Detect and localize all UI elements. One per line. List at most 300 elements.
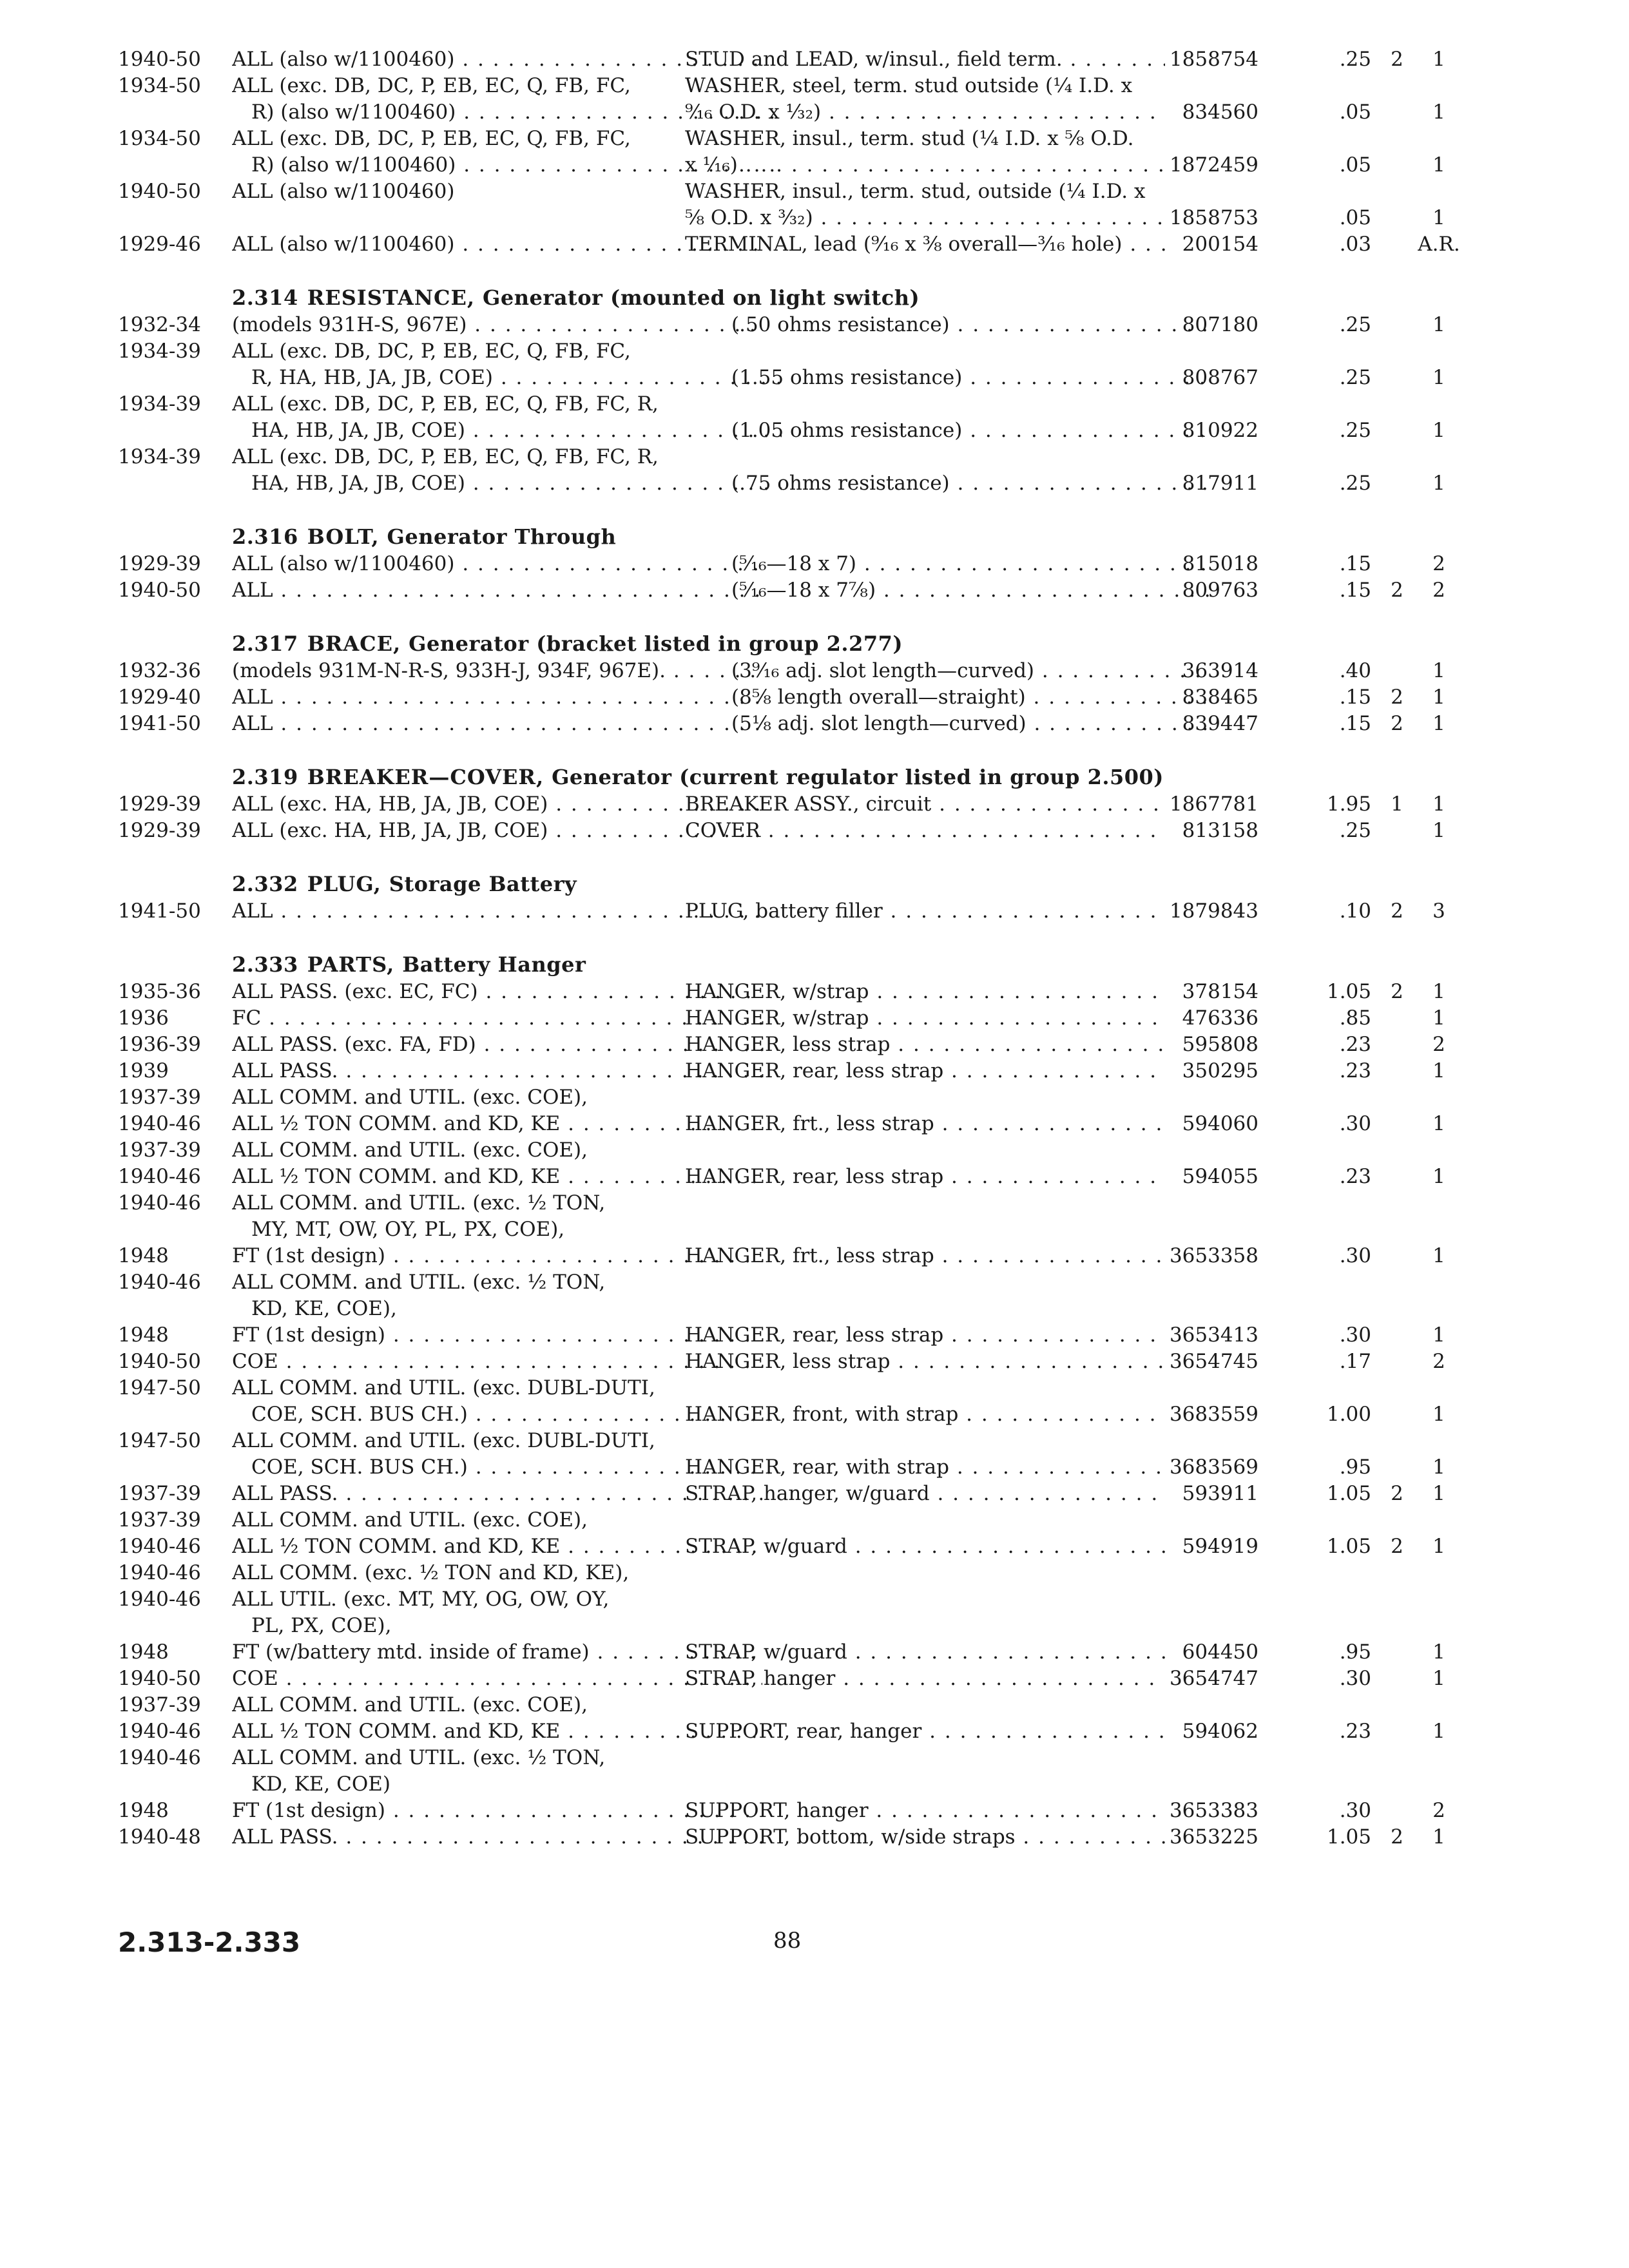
year-range: 1934-39	[118, 392, 201, 416]
model-applicability: ALL ½ TON COMM. and KD, KE . . .	[232, 1111, 762, 1137]
year-range: 1940-50	[118, 1350, 201, 1373]
quantity: 1	[1432, 313, 1445, 336]
catalog-row	[118, 178, 1471, 205]
part-description: HANGER, less strap . . .	[685, 1032, 1165, 1058]
part-number: 838465	[1182, 686, 1258, 709]
sub-group: 2	[1391, 686, 1403, 709]
part-number: 593911	[1182, 1482, 1258, 1505]
sub-group: 2	[1391, 1535, 1403, 1558]
part-description: WASHER, insul., term. stud, outside (¼ I.D. x	[685, 180, 1146, 203]
quantity: 1	[1432, 1456, 1445, 1479]
year-range: 1948	[118, 1323, 169, 1347]
catalog-row	[118, 1824, 1471, 1850]
model-applicability: PL, PX, COE),	[251, 1614, 392, 1637]
model-applicability: ALL . . .	[232, 684, 762, 711]
group-title: BREAKER—COVER,	[307, 765, 545, 789]
catalog-row	[118, 1322, 1471, 1349]
part-description: (1.05 ohms resistance) . . .	[685, 418, 1211, 444]
year-range: 1934-50	[118, 127, 201, 150]
quantity: 1	[1432, 419, 1445, 442]
part-description: HANGER, frt., less strap . . .	[685, 1111, 1165, 1137]
year-range: 1929-46	[118, 233, 201, 256]
price: .25	[1339, 419, 1371, 442]
catalog-row	[118, 711, 1471, 737]
part-number: 1858754	[1169, 48, 1258, 71]
part-description: HANGER, rear, with strap . . .	[685, 1454, 1165, 1481]
group-header	[118, 871, 1471, 898]
quantity: 1	[1432, 793, 1445, 816]
group-header	[118, 952, 1471, 979]
model-applicability: ALL (also w/1100460)	[232, 180, 455, 203]
catalog-row	[118, 99, 1471, 126]
catalog-row	[118, 1111, 1471, 1137]
catalog-row	[118, 152, 1471, 178]
year-range: 1940-46	[118, 1561, 201, 1584]
part-number: 3653383	[1169, 1799, 1258, 1822]
part-description: HANGER, front, with strap . . .	[685, 1401, 1165, 1428]
part-number: 476336	[1182, 1006, 1258, 1030]
part-description: SUPPORT, rear, hanger . . .	[685, 1718, 1165, 1745]
year-range: 1929-39	[118, 793, 201, 816]
year-range: 1937-39	[118, 1139, 201, 1162]
model-applicability: ALL PASS. (exc. FA, FD) . . .	[232, 1032, 762, 1058]
quantity: 1	[1432, 1825, 1445, 1849]
sub-group: 2	[1391, 579, 1403, 602]
section-range: 2.313-2.333	[118, 1927, 301, 1958]
group-subtitle: Generator (bracket listed in group 2.277)	[409, 631, 903, 656]
catalog-row	[118, 1243, 1471, 1269]
model-applicability: ALL PASS. (exc. EC, FC) . . .	[232, 979, 762, 1005]
year-range: 1940-46	[118, 1191, 201, 1215]
year-range: 1940-46	[118, 1112, 201, 1135]
model-applicability: ALL (exc. DB, DC, P, EB, EC, Q, FB, FC,	[232, 127, 631, 150]
quantity: 1	[1432, 1667, 1445, 1690]
price: 1.05	[1326, 1535, 1371, 1558]
model-applicability: COE . . .	[232, 1349, 762, 1375]
part-description: COVER . . .	[685, 818, 1165, 844]
part-description: (.75 ohms resistance) . . .	[685, 470, 1211, 497]
year-range: 1947-50	[118, 1376, 201, 1399]
catalog-row	[118, 46, 1471, 73]
price: .25	[1339, 472, 1371, 495]
model-applicability: ALL (also w/1100460) . . .	[232, 551, 762, 577]
model-applicability: ALL . . .	[232, 577, 762, 604]
part-number: 594055	[1182, 1165, 1258, 1188]
model-applicability: HA, HB, JA, JB, COE) . . .	[232, 470, 782, 497]
group-number: 2.319	[232, 765, 298, 789]
catalog-row	[118, 205, 1471, 231]
year-range: 1940-46	[118, 1271, 201, 1294]
part-description: HANGER, rear, less strap . . .	[685, 1322, 1165, 1349]
part-number: 834560	[1182, 101, 1258, 124]
catalog-row	[118, 231, 1471, 258]
model-applicability: ALL . . .	[232, 898, 762, 925]
part-description: HANGER, w/strap . . .	[685, 979, 1165, 1005]
year-range: 1929-39	[118, 819, 201, 842]
year-range: 1934-50	[118, 74, 201, 97]
model-applicability: ALL PASS. . . .	[232, 1824, 762, 1850]
catalog-row	[118, 551, 1471, 577]
quantity: 2	[1432, 1033, 1445, 1056]
quantity: 1	[1432, 1535, 1445, 1558]
catalog-row	[118, 1745, 1471, 1771]
price: .15	[1339, 552, 1371, 575]
catalog-row	[118, 444, 1471, 470]
quantity: 1	[1432, 686, 1445, 709]
model-applicability: ALL COMM. and UTIL. (exc. DUBL-DUTI,	[232, 1429, 655, 1452]
quantity: 1	[1432, 1720, 1445, 1743]
model-applicability: FT (w/battery mtd. inside of frame) . . .	[232, 1639, 762, 1666]
part-number: 3683559	[1169, 1403, 1258, 1426]
catalog-row	[118, 979, 1471, 1005]
catalog-row	[118, 684, 1471, 711]
year-range: 1948	[118, 1799, 169, 1822]
catalog-row	[118, 1084, 1471, 1111]
group-subtitle: Storage Battery	[389, 872, 577, 896]
quantity: 1	[1432, 1059, 1445, 1082]
price: .25	[1339, 313, 1371, 336]
model-applicability: FT (1st design) . . .	[232, 1243, 762, 1269]
part-description: STRAP, w/guard . . .	[685, 1639, 1165, 1666]
price: .10	[1339, 899, 1371, 923]
year-range: 1948	[118, 1244, 169, 1267]
year-range: 1929-39	[118, 552, 201, 575]
year-range: 1940-50	[118, 1667, 201, 1690]
part-description: ⁹⁄₁₆ O.D. x ¹⁄₃₂) . . .	[685, 99, 1165, 126]
part-number: 808767	[1182, 366, 1258, 389]
part-number: 378154	[1182, 980, 1258, 1003]
catalog-row	[118, 898, 1471, 925]
group-title: RESISTANCE,	[307, 285, 476, 310]
part-description: STRAP, w/guard . . .	[685, 1533, 1165, 1560]
model-applicability: ALL ½ TON COMM. and KD, KE . . .	[232, 1533, 762, 1560]
part-description: (5⅛ adj. slot length—curved) . . .	[685, 711, 1211, 737]
model-applicability: COE . . .	[232, 1666, 762, 1692]
model-applicability: ALL (exc. DB, DC, P, EB, EC, Q, FB, FC, R,	[232, 392, 659, 416]
catalog-row	[118, 1613, 1471, 1639]
model-applicability: ALL (also w/1100460) . . .	[232, 231, 762, 258]
catalog-row	[118, 1164, 1471, 1190]
quantity: 1	[1432, 1006, 1445, 1030]
sub-group: 2	[1391, 712, 1403, 735]
price: .15	[1339, 686, 1371, 709]
catalog-row	[118, 1296, 1471, 1322]
model-applicability: ALL (exc. DB, DC, P, EB, EC, Q, FB, FC,	[232, 340, 631, 363]
catalog-row	[118, 1639, 1471, 1666]
year-range: 1940-46	[118, 1165, 201, 1188]
quantity: 1	[1432, 980, 1445, 1003]
year-range: 1940-46	[118, 1746, 201, 1769]
part-description: (3⁹⁄₁₆ adj. slot length—curved) . . .	[685, 658, 1211, 684]
model-applicability: ALL PASS. . . .	[232, 1481, 762, 1507]
year-range: 1948	[118, 1640, 169, 1664]
price: .15	[1339, 712, 1371, 735]
sub-group: 2	[1391, 48, 1403, 71]
catalog-row	[118, 1454, 1471, 1481]
quantity: 1	[1432, 659, 1445, 682]
catalog-row	[118, 1401, 1471, 1428]
year-range: 1941-50	[118, 899, 201, 923]
part-description: (.50 ohms resistance) . . .	[685, 312, 1211, 338]
part-number: 3654747	[1169, 1667, 1258, 1690]
part-number: 817911	[1182, 472, 1258, 495]
quantity: 1	[1432, 1482, 1445, 1505]
quantity: 1	[1432, 1112, 1445, 1135]
year-range: 1937-39	[118, 1693, 201, 1716]
part-description: HANGER, less strap . . .	[685, 1349, 1165, 1375]
group-subtitle: Generator (mounted on light switch)	[483, 285, 920, 310]
part-number: 594060	[1182, 1112, 1258, 1135]
quantity: 2	[1432, 1799, 1445, 1822]
part-number: 3653413	[1169, 1323, 1258, 1347]
page-number: 88	[773, 1928, 802, 1954]
group-number: 2.332	[232, 872, 298, 896]
model-applicability: ALL ½ TON COMM. and KD, KE . . .	[232, 1718, 762, 1745]
price: 1.05	[1326, 1825, 1371, 1849]
price: 1.05	[1326, 1482, 1371, 1505]
part-number: 3654745	[1169, 1350, 1258, 1373]
catalog-row	[118, 73, 1471, 99]
part-description: HANGER, rear, less strap . . .	[685, 1058, 1165, 1084]
part-description: (8⅝ length overall—straight) . . .	[685, 684, 1211, 711]
quantity: 1	[1432, 1165, 1445, 1188]
model-applicability: ALL (exc. HA, HB, JA, JB, COE) . . .	[232, 791, 762, 818]
price: .25	[1339, 819, 1371, 842]
group-title: BOLT,	[307, 524, 380, 549]
model-applicability: ALL COMM. and UTIL. (exc. COE),	[232, 1086, 588, 1109]
year-range: 1940-46	[118, 1720, 201, 1743]
year-range: 1941-50	[118, 712, 201, 735]
catalog-row	[118, 577, 1471, 604]
entries	[118, 46, 1471, 1850]
part-description: STRAP, hanger . . .	[685, 1666, 1165, 1692]
model-applicability: MY, MT, OW, OY, PL, PX, COE),	[251, 1218, 565, 1241]
model-applicability: ALL COMM. and UTIL. (exc. COE),	[232, 1508, 588, 1532]
year-range: 1940-46	[118, 1535, 201, 1558]
year-range: 1929-40	[118, 686, 201, 709]
group-subtitle: Generator (current regulator listed in group 2.500)	[552, 765, 1164, 789]
group-title: BRACE,	[307, 631, 401, 656]
model-applicability: ALL COMM. and UTIL. (exc. COE),	[232, 1693, 588, 1716]
catalog-row	[118, 365, 1471, 391]
year-range: 1934-39	[118, 340, 201, 363]
catalog-row	[118, 1481, 1471, 1507]
model-applicability: (models 931H-S, 967E) . . .	[232, 312, 762, 338]
quantity: 1	[1432, 48, 1445, 71]
part-description: TERMINAL, lead (⁹⁄₁₆ x ⅜ overall—³⁄₁₆ hole) . . .	[685, 231, 1165, 258]
part-description: SUPPORT, hanger . . .	[685, 1798, 1165, 1824]
part-description: HANGER, rear, less strap . . .	[685, 1164, 1165, 1190]
price: .05	[1339, 101, 1371, 124]
price: .40	[1339, 659, 1371, 682]
price: .95	[1339, 1456, 1371, 1479]
model-applicability: COE, SCH. BUS CH.) . . .	[232, 1401, 782, 1428]
model-applicability: FC . . .	[232, 1005, 762, 1032]
sub-group: 2	[1391, 1482, 1403, 1505]
year-range: 1940-46	[118, 1588, 201, 1611]
part-description: x ¹⁄₁₆) . . .	[685, 152, 1165, 178]
part-number: 3653358	[1169, 1244, 1258, 1267]
quantity: A.R.	[1418, 233, 1460, 256]
group-subtitle: Battery Hanger	[402, 952, 586, 977]
quantity: 1	[1432, 1244, 1445, 1267]
catalog-row	[118, 1190, 1471, 1216]
quantity: 1	[1432, 819, 1445, 842]
price: .17	[1339, 1350, 1371, 1373]
price: .30	[1339, 1244, 1371, 1267]
year-range: 1937-39	[118, 1086, 201, 1109]
part-description: (⁵⁄₁₆—18 x 7) . . .	[685, 551, 1211, 577]
model-applicability: FT (1st design) . . .	[232, 1798, 762, 1824]
part-description: WASHER, steel, term. stud outside (¼ I.D. x	[685, 74, 1133, 97]
catalog-row	[118, 1032, 1471, 1058]
model-applicability: (models 931M-N-R-S, 933H-J, 934F, 967E). . . .	[232, 658, 762, 684]
model-applicability: ALL . . .	[232, 711, 762, 737]
part-number: 810922	[1182, 419, 1258, 442]
price: .30	[1339, 1799, 1371, 1822]
price: .23	[1339, 1165, 1371, 1188]
part-number: 839447	[1182, 712, 1258, 735]
catalog-row	[118, 1005, 1471, 1032]
part-number: 815018	[1182, 552, 1258, 575]
price: .85	[1339, 1006, 1371, 1030]
quantity: 3	[1432, 899, 1445, 923]
model-applicability: FT (1st design) . . .	[232, 1322, 762, 1349]
catalog-row	[118, 658, 1471, 684]
model-applicability: ALL (exc. DB, DC, P, EB, EC, Q, FB, FC, R,	[232, 445, 659, 468]
catalog-row	[118, 1666, 1471, 1692]
group-title: PLUG,	[307, 872, 381, 896]
catalog-row	[118, 470, 1471, 497]
part-number: 3653225	[1169, 1825, 1258, 1849]
quantity: 2	[1432, 579, 1445, 602]
group-subtitle: Generator Through	[387, 524, 617, 549]
part-number: 200154	[1182, 233, 1258, 256]
year-range: 1937-39	[118, 1508, 201, 1532]
year-range: 1940-50	[118, 180, 201, 203]
catalog-row	[118, 126, 1471, 152]
price: 1.05	[1326, 980, 1371, 1003]
catalog-row	[118, 418, 1471, 444]
year-range: 1936	[118, 1006, 169, 1030]
quantity: 2	[1432, 1350, 1445, 1373]
catalog-row	[118, 1137, 1471, 1164]
year-range: 1940-48	[118, 1825, 201, 1849]
price: .23	[1339, 1720, 1371, 1743]
year-range: 1935-36	[118, 980, 201, 1003]
catalog-row	[118, 338, 1471, 365]
catalog-row	[118, 1771, 1471, 1798]
price: 1.00	[1326, 1403, 1371, 1426]
quantity: 1	[1432, 472, 1445, 495]
sub-group: 1	[1391, 793, 1403, 816]
part-description: HANGER, w/strap . . .	[685, 1005, 1165, 1032]
part-description: STUD and LEAD, w/insul., field term. . . .	[685, 46, 1165, 73]
catalog-row	[118, 1586, 1471, 1613]
year-range: 1937-39	[118, 1482, 201, 1505]
model-applicability: ALL (exc. DB, DC, P, EB, EC, Q, FB, FC,	[232, 74, 631, 97]
quantity: 1	[1432, 1640, 1445, 1664]
price: .25	[1339, 366, 1371, 389]
catalog-row	[118, 1692, 1471, 1718]
quantity: 1	[1432, 1323, 1445, 1347]
catalog-row	[118, 1533, 1471, 1560]
catalog-row	[118, 1375, 1471, 1401]
quantity: 1	[1432, 101, 1445, 124]
model-applicability: ALL COMM. (exc. ½ TON and KD, KE),	[232, 1561, 630, 1584]
model-applicability: ALL PASS. . . .	[232, 1058, 762, 1084]
price: .30	[1339, 1112, 1371, 1135]
model-applicability: ALL (also w/1100460) . . .	[232, 46, 762, 73]
model-applicability: KD, KE, COE)	[251, 1773, 390, 1796]
catalog-row	[118, 1349, 1471, 1375]
year-range: 1936-39	[118, 1033, 201, 1056]
catalog-row	[118, 1798, 1471, 1824]
part-description: BREAKER ASSY., circuit . . .	[685, 791, 1165, 818]
year-range: 1932-34	[118, 313, 201, 336]
catalog-row	[118, 791, 1471, 818]
part-description: (1.55 ohms resistance) . . .	[685, 365, 1211, 391]
part-description: PLUG, battery filler . . .	[685, 898, 1165, 925]
model-applicability: ALL COMM. and UTIL. (exc. ½ TON,	[232, 1746, 606, 1769]
part-number: 1867781	[1169, 793, 1258, 816]
model-applicability: KD, KE, COE),	[251, 1297, 397, 1320]
model-applicability: ALL UTIL. (exc. MT, MY, OG, OW, OY,	[232, 1588, 610, 1611]
part-description: SUPPORT, bottom, w/side straps . . .	[685, 1824, 1165, 1850]
model-applicability: R) (also w/1100460) . . .	[232, 99, 782, 126]
price: .30	[1339, 1667, 1371, 1690]
price: .23	[1339, 1059, 1371, 1082]
part-number: 813158	[1182, 819, 1258, 842]
part-number: 1879843	[1169, 899, 1258, 923]
catalog-row	[118, 1269, 1471, 1296]
quantity: 2	[1432, 552, 1445, 575]
group-number: 2.333	[232, 952, 298, 977]
catalog-row	[118, 1560, 1471, 1586]
year-range: 1934-39	[118, 445, 201, 468]
model-applicability: ALL COMM. and UTIL. (exc. DUBL-DUTI,	[232, 1376, 655, 1399]
price: .05	[1339, 153, 1371, 177]
catalog-row	[118, 1718, 1471, 1745]
price: .95	[1339, 1640, 1371, 1664]
part-description: (⁵⁄₁₆—18 x 7⅞) . . .	[685, 577, 1211, 604]
part-number: 1872459	[1169, 153, 1258, 177]
model-applicability: ALL (exc. HA, HB, JA, JB, COE) . . .	[232, 818, 762, 844]
model-applicability: ALL COMM. and UTIL. (exc. ½ TON,	[232, 1191, 606, 1215]
year-range: 1940-50	[118, 579, 201, 602]
quantity: 1	[1432, 206, 1445, 229]
group-header	[118, 764, 1471, 791]
part-number: 350295	[1182, 1059, 1258, 1082]
sub-group: 2	[1391, 1825, 1403, 1849]
catalog-row	[118, 1507, 1471, 1533]
group-number: 2.316	[232, 524, 298, 549]
price: .25	[1339, 48, 1371, 71]
quantity: 1	[1432, 712, 1445, 735]
model-applicability: HA, HB, JA, JB, COE) . . .	[232, 418, 782, 444]
part-number: 3683569	[1169, 1456, 1258, 1479]
group-number: 2.314	[232, 285, 298, 310]
part-description: HANGER, frt., less strap . . .	[685, 1243, 1165, 1269]
part-number: 363914	[1182, 659, 1258, 682]
price: .05	[1339, 206, 1371, 229]
part-number: 595808	[1182, 1033, 1258, 1056]
year-range: 1947-50	[118, 1429, 201, 1452]
catalog-row	[118, 1216, 1471, 1243]
quantity: 1	[1432, 153, 1445, 177]
catalog-row	[118, 1428, 1471, 1454]
year-range: 1939	[118, 1059, 169, 1082]
